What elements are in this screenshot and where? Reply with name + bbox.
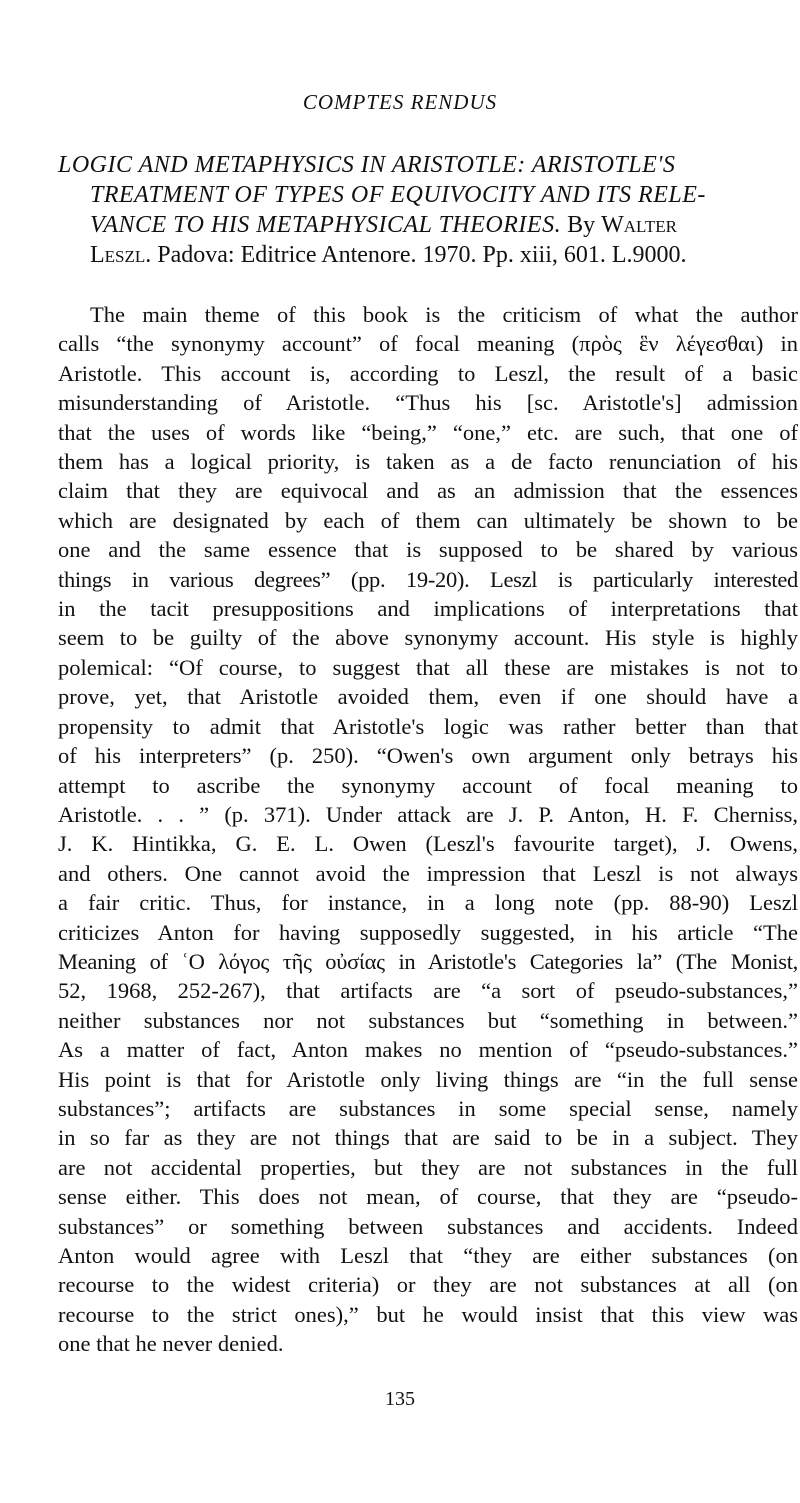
title-line-3 xyxy=(58,210,793,240)
body-line: substances” or something between substances and accidents. Indeed xyxy=(58,1213,798,1239)
body-line: a fair critic. Thus, for instance, in a long note (pp. 88-90) Leszl xyxy=(58,890,798,916)
title-line-1: LOGIC AND METAPHYSICS IN ARISTOTLE: ARISTOTLE'S xyxy=(58,152,676,178)
body-line: one that he never denied. xyxy=(58,1331,284,1357)
body-line: 52, 1968, 252-267), that artifacts are “a sort of pseudo-substances,” xyxy=(58,978,798,1004)
body-line: of his interpreters” (p. 250). “Owen's own argument only betrays his xyxy=(58,743,798,769)
body-line: claim that they are equivocal and as an admission that the essences xyxy=(58,478,798,504)
body-line: polemical: “Of course, to suggest that all these are mistakes is not to xyxy=(58,654,798,680)
body-line: that the uses of words like “being,” “one,” etc. are such, that one of xyxy=(58,419,798,445)
body-line: recourse to the strict ones),” but he would insist that this view was xyxy=(58,1301,798,1327)
page-number: 135 xyxy=(385,1388,415,1410)
body-line: things in various degrees” (pp. 19-20). Leszl is particularly interested xyxy=(58,566,798,592)
body-paragraph xyxy=(58,300,798,1359)
title-by: By xyxy=(567,212,596,238)
review-title-block xyxy=(58,150,793,270)
body-line: As a matter of fact, Anton makes no mention of “pseudo-substances.” xyxy=(58,1037,798,1063)
body-line: them has a logical priority, is taken as a de facto renunciation of his xyxy=(58,449,798,475)
body-line: attempt to ascribe the synonymy account of focal meaning to xyxy=(58,772,798,798)
body-line: The main theme of this book is the criticism of what the author xyxy=(90,302,798,327)
body-line: and others. One cannot avoid the impression that Leszl is not always xyxy=(58,860,798,886)
body-line: which are designated by each of them can ultimately be shown to be xyxy=(58,507,798,533)
body-line: calls “the synonymy account” of focal meaning (πρὸς ἓν λέγεσθαι) in xyxy=(58,331,798,357)
body-line: in so far as they are not things that are said to be in a subject. They xyxy=(58,1125,798,1151)
publication-info: Padova: Editrice Antenore. 1970. Pp. xiii, 601. L.9000. xyxy=(157,242,687,268)
body-line: in the tacit presuppositions and implications of interpretations that xyxy=(58,596,798,622)
body-line: propensity to admit that Aristotle's logic was rather better than that xyxy=(58,713,798,739)
body-line: misunderstanding of Aristotle. “Thus his [sc. Aristotle's] admission xyxy=(58,390,798,416)
review-body xyxy=(58,300,798,1359)
body-line: His point is that for Aristotle only living things are “in the full sense xyxy=(58,1066,798,1092)
running-header: COMPTES RENDUS xyxy=(302,90,498,114)
title-author-last: Leszl. xyxy=(90,242,152,268)
title-line-3-text: VANCE TO HIS METAPHYSICAL THEORIES. xyxy=(90,212,562,238)
title-line-4 xyxy=(58,240,793,270)
body-line: criticizes Anton for having supposedly suggested, in his article “The xyxy=(58,919,798,945)
body-line: J. K. Hintikka, G. E. L. Owen (Leszl's favourite target), J. Owens, xyxy=(58,831,798,857)
body-line: Aristotle. This account is, according to Leszl, the result of a basic xyxy=(58,360,798,386)
title-line-2: TREATMENT OF TYPES OF EQUIVOCITY AND ITS RELE- xyxy=(90,182,706,208)
body-line: seem to be guilty of the above synonymy account. His style is highly xyxy=(58,625,798,651)
title-author-first: Walter xyxy=(601,212,677,238)
body-line: are not accidental properties, but they are not substances in the full xyxy=(58,1154,798,1180)
body-line: Meaning of ʿΟ λόγος τῆς οὐσίας in Aristotle's Categories la” (The Monist, xyxy=(58,948,798,974)
body-line: one and the same essence that is supposed to be shared by various xyxy=(58,537,798,563)
body-line: substances”; artifacts are substances in some special sense, namely xyxy=(58,1095,798,1121)
body-line: Anton would agree with Leszl that “they are either substances (on xyxy=(58,1243,798,1268)
body-line: sense either. This does not mean, of course, that they are “pseudo- xyxy=(58,1184,798,1210)
body-line: recourse to the widest criteria) or they are not substances at all (on xyxy=(58,1272,798,1298)
body-line: neither substances nor not substances but “something in between.” xyxy=(58,1007,798,1033)
body-line: Aristotle. . . ” (p. 371). Under attack are J. P. Anton, H. F. Cherniss, xyxy=(58,801,798,827)
body-line: prove, yet, that Aristotle avoided them, even if one should have a xyxy=(58,684,798,710)
